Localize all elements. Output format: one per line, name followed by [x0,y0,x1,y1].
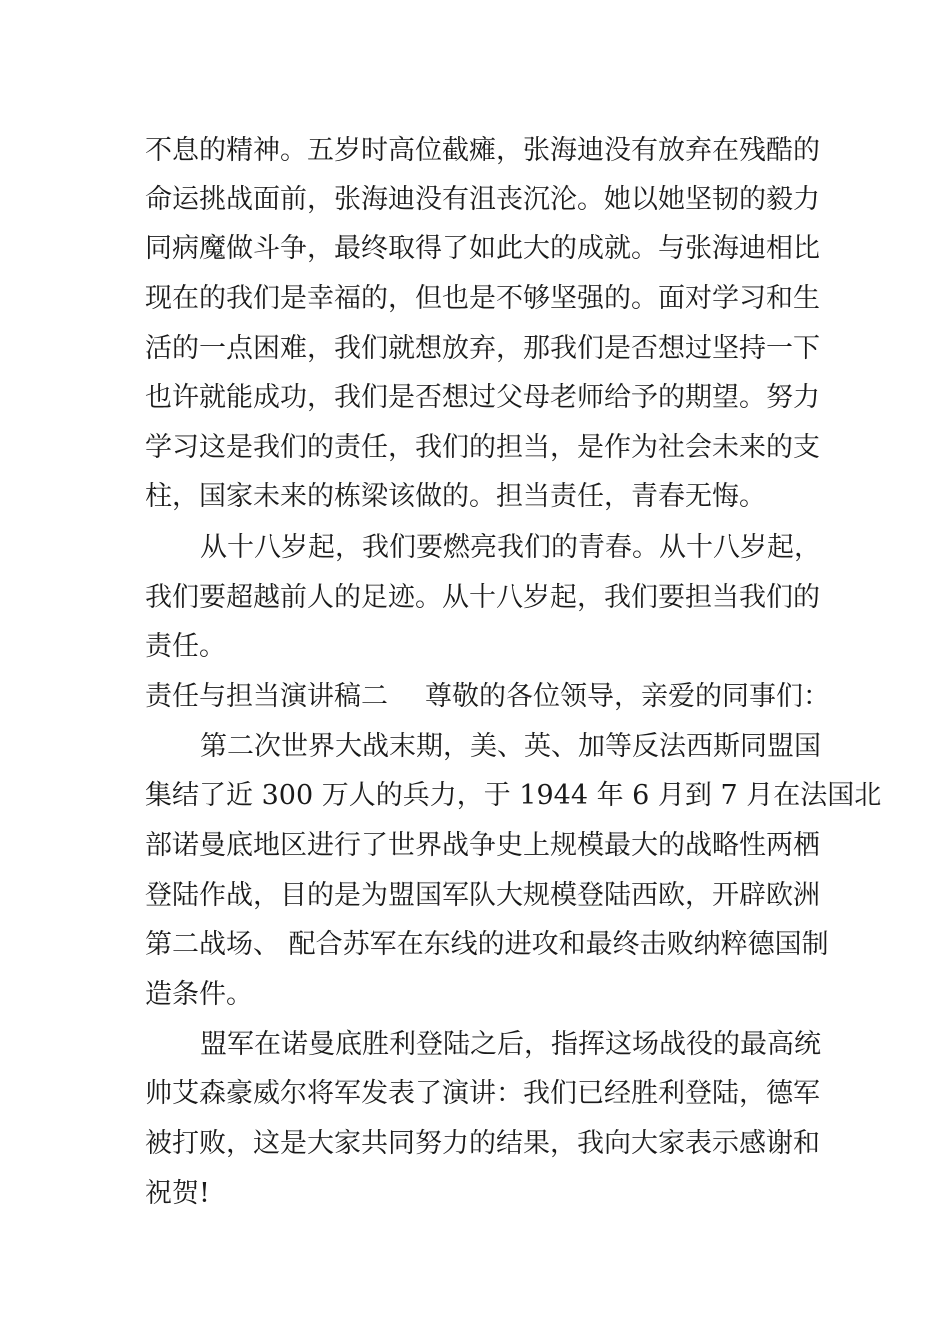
paragraph-4-line-4: 祝贺! [145,1178,210,1209]
paragraph-4-line-3: 被打败，这是大家共同努力的结果，我向大家表示感谢和 [145,1128,820,1159]
paragraph-3-line-6: 造条件。 [145,979,253,1010]
paragraph-2-line-3: 责任。 [145,631,226,662]
section-title: 责任与担当演讲稿二 [145,681,388,712]
paragraph-1-line-6: 也许就能成功，我们是否想过父母老师给予的期望。努力 [145,382,820,413]
paragraph-3-line-3: 部诺曼底地区进行了世界战争史上规模最大的战略性两栖 [145,830,820,861]
paragraph-1-line-4: 现在的我们是幸福的，但也是不够坚强的。面对学习和生 [145,283,820,314]
paragraph-3-line-1: 第二次世界大战末期，美、英、加等反法西斯同盟国 [200,731,821,762]
paragraph-3-line-4: 登陆作战，目的是为盟国军队大规模登陆西欧，开辟欧洲 [145,880,820,911]
paragraph-1-line-1: 不息的精神。五岁时高位截瘫，张海迪没有放弃在残酷的 [145,135,820,166]
paragraph-1-line-8: 柱，国家未来的栋梁该做的。担当责任，青春无悔。 [145,481,766,512]
paragraph-2-line-2: 我们要超越前人的足迹。从十八岁起，我们要担当我们的 [145,582,820,613]
paragraph-1-line-3: 同病魔做斗争，最终取得了如此大的成就。与张海迪相比 [145,233,820,264]
paragraph-1-line-2: 命运挑战面前，张海迪没有沮丧沉沦。她以她坚韧的毅力 [145,184,820,215]
paragraph-3-line-5: 第二战场、 配合苏军在东线的进攻和最终击败纳粹德国制 [145,929,829,960]
paragraph-2-line-1: 从十八岁起，我们要燃亮我们的青春。从十八岁起， [200,532,821,563]
paragraph-3-line-2: 集结了近 300 万人的兵力，于 1944 年 6 月到 7 月在法国北 [145,780,882,811]
paragraph-4-line-2: 帅艾森豪威尔将军发表了演讲：我们已经胜利登陆，德军 [145,1078,820,1109]
paragraph-1-line-5: 活的一点困难，我们就想放弃，那我们是否想过坚持一下 [145,333,820,364]
salutation: 尊敬的各位领导，亲爱的同事们： [425,681,830,712]
paragraph-4-line-1: 盟军在诺曼底胜利登陆之后，指挥这场战役的最高统 [200,1029,821,1060]
paragraph-1-line-7: 学习这是我们的责任，我们的担当，是作为社会未来的支 [145,432,820,463]
